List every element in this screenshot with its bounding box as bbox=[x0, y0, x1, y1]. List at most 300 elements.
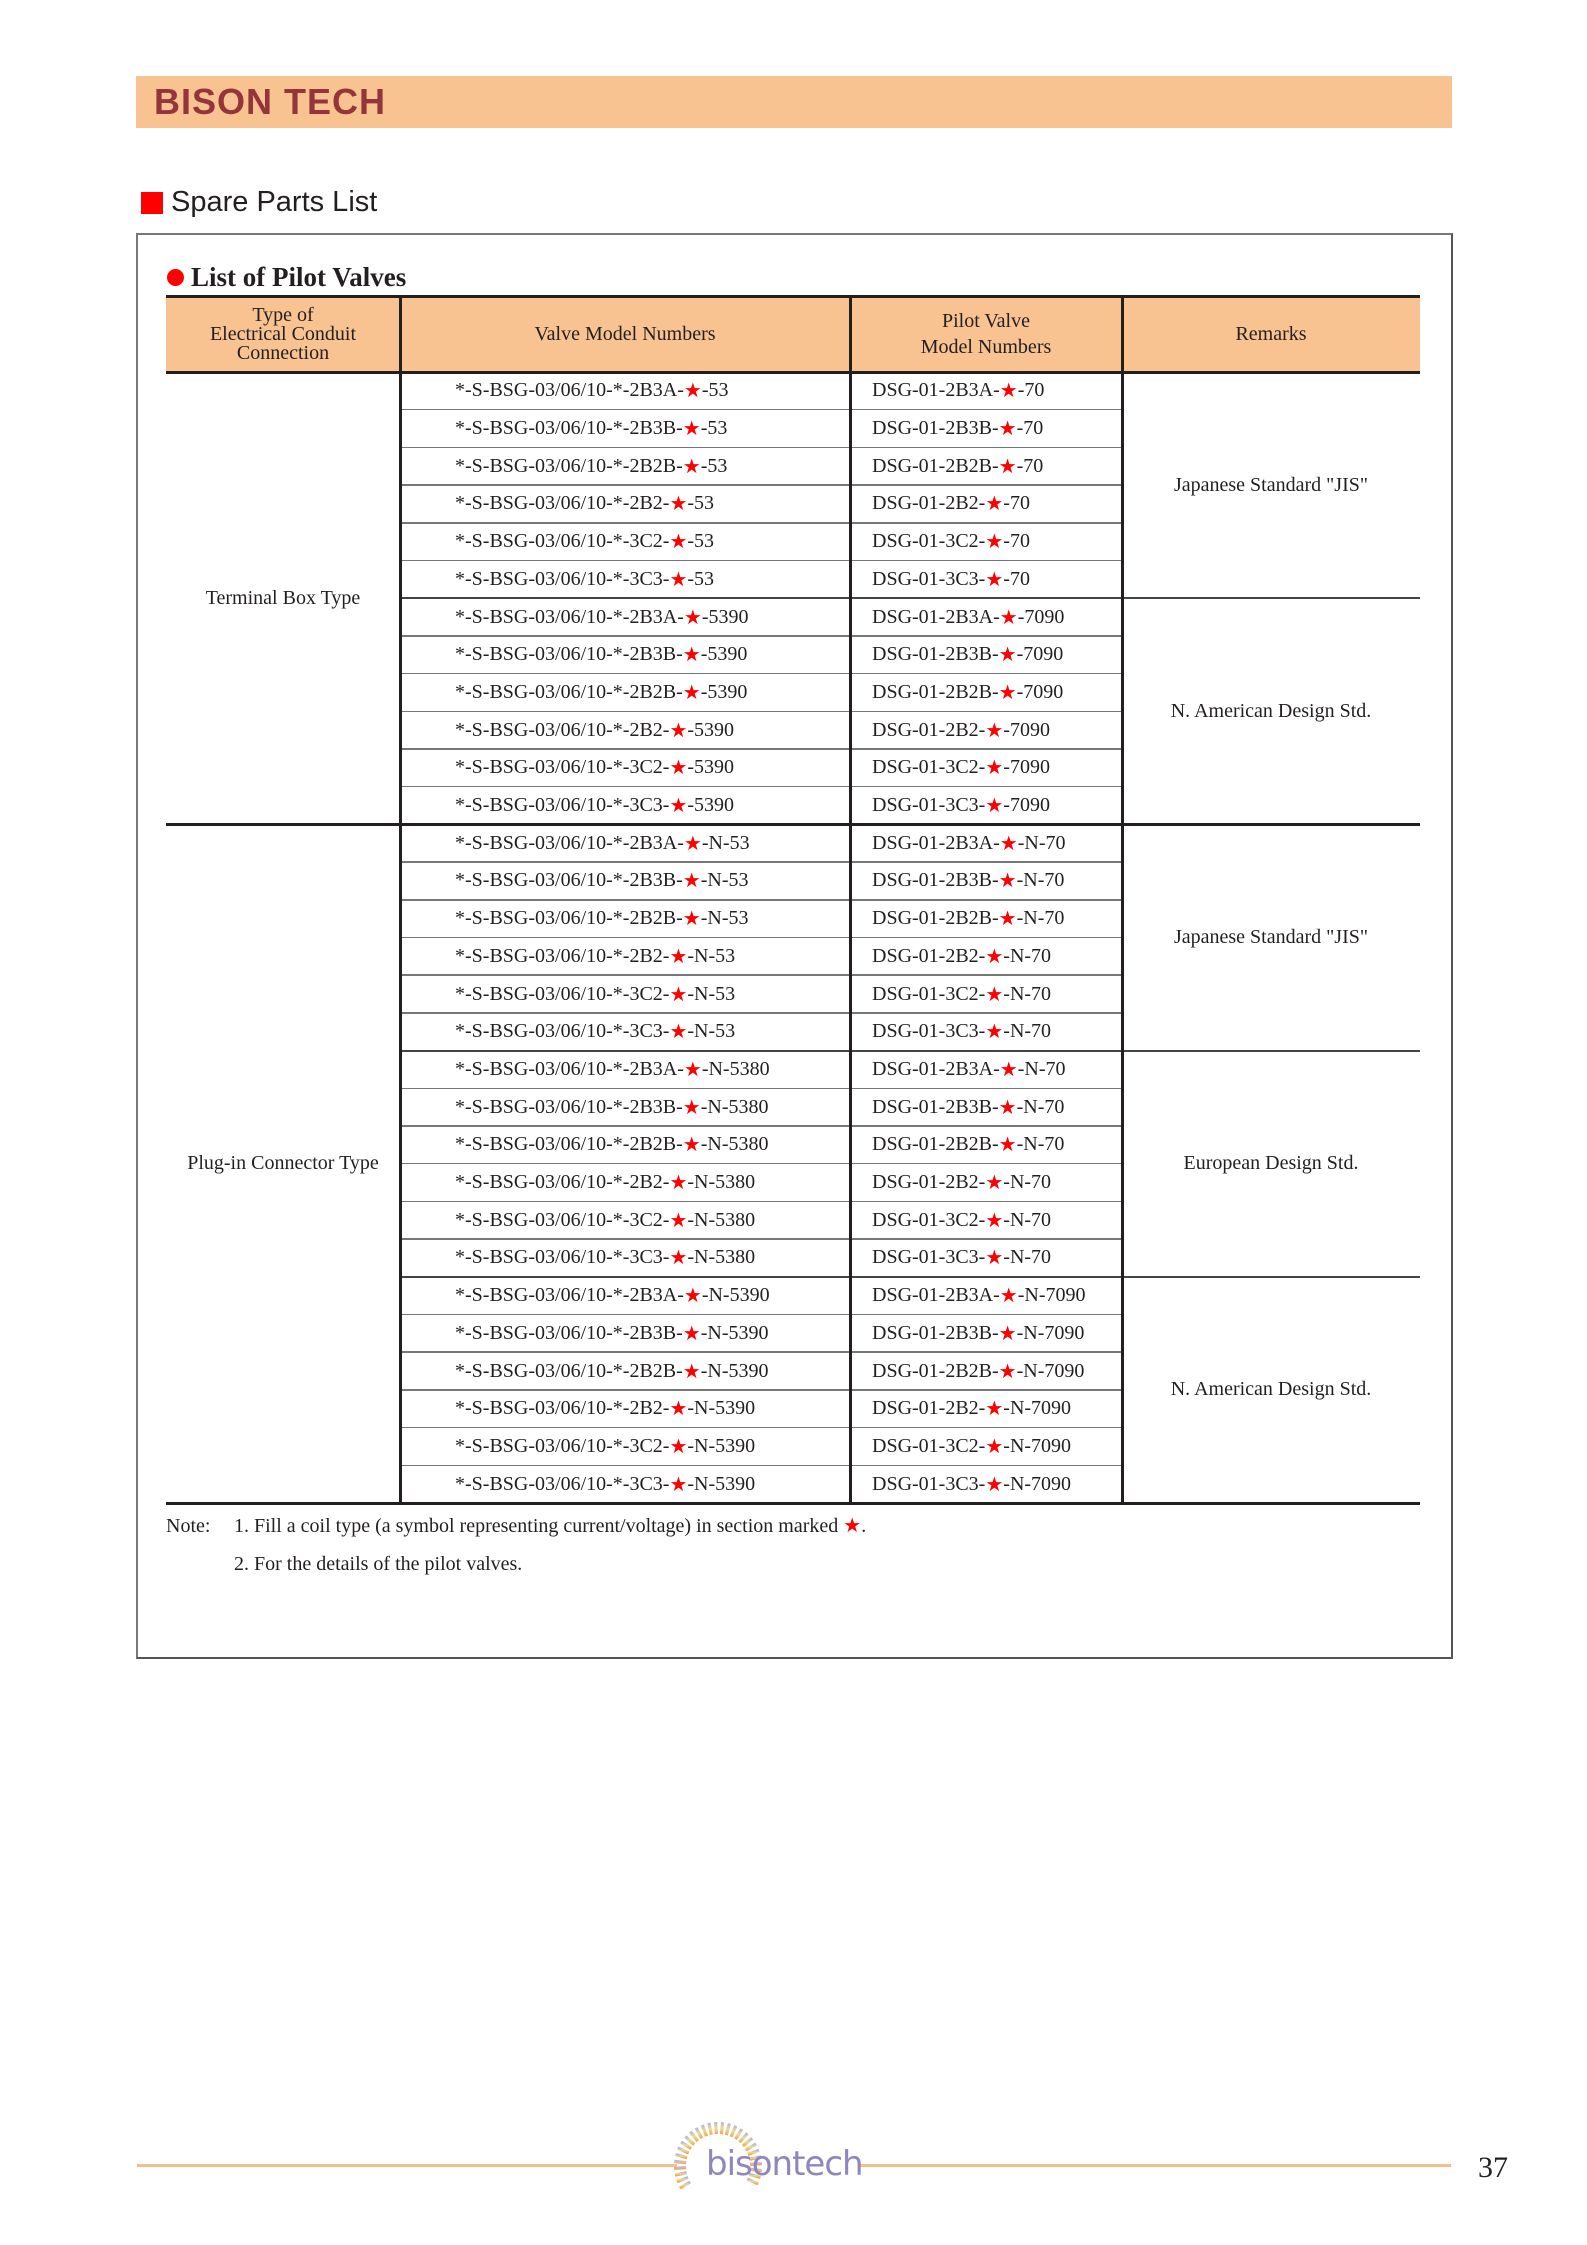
pilot-model-prefix: DSG-01-2B3B- bbox=[872, 1095, 999, 1118]
pilot-model-prefix: DSG-01-2B2B- bbox=[872, 1359, 999, 1382]
valve-model-cell bbox=[455, 862, 749, 900]
pilot-model-prefix: DSG-01-3C3- bbox=[872, 1472, 986, 1495]
valve-model-prefix: *-S-BSG-03/06/10-*-2B3A- bbox=[455, 1057, 684, 1080]
remarks-cell bbox=[1122, 598, 1420, 824]
valve-model-prefix: *-S-BSG-03/06/10-*-2B3A- bbox=[455, 379, 684, 402]
valve-model-cell bbox=[455, 523, 714, 561]
valve-model-prefix: *-S-BSG-03/06/10-*-2B3A- bbox=[455, 831, 684, 854]
remarks-text: Japanese Standard "JIS" bbox=[1173, 925, 1369, 948]
valve-model-cell bbox=[455, 1126, 769, 1164]
pilot-model-suffix: -N-70 bbox=[1003, 1020, 1052, 1043]
footer-rule-left bbox=[137, 2164, 677, 2167]
valve-model-prefix: *-S-BSG-03/06/10-*-2B2B- bbox=[455, 907, 683, 930]
valve-model-prefix: *-S-BSG-03/06/10-*-2B3B- bbox=[455, 869, 683, 892]
pilot-model-cell bbox=[872, 824, 1065, 862]
pilot-model-suffix: -N-7090 bbox=[1016, 1359, 1085, 1382]
pilot-model-cell bbox=[872, 900, 1064, 938]
star-icon: ★ bbox=[682, 681, 701, 704]
valve-model-prefix: *-S-BSG-03/06/10-*-2B2B- bbox=[455, 454, 683, 477]
valve-model-suffix: -N-5380 bbox=[701, 1057, 770, 1080]
star-icon: ★ bbox=[669, 1435, 688, 1458]
valve-model-cell bbox=[455, 1164, 755, 1202]
star-icon: ★ bbox=[669, 531, 688, 554]
valve-model-prefix: *-S-BSG-03/06/10-*-3C3- bbox=[455, 1020, 670, 1043]
valve-model-prefix: *-S-BSG-03/06/10-*-2B3B- bbox=[455, 1321, 683, 1344]
pilot-model-cell bbox=[872, 749, 1050, 787]
valve-model-suffix: -N-53 bbox=[687, 944, 736, 967]
pilot-model-prefix: DSG-01-3C3- bbox=[872, 794, 986, 817]
star-icon: ★ bbox=[998, 1322, 1017, 1345]
pilot-model-suffix: -7090 bbox=[1016, 680, 1064, 703]
pilot-model-cell bbox=[872, 561, 1030, 599]
pilot-model-prefix: DSG-01-3C3- bbox=[872, 1020, 986, 1043]
subgroup-divider bbox=[400, 1276, 1420, 1278]
logo-ray bbox=[696, 2128, 702, 2138]
pilot-model-cell bbox=[872, 1164, 1051, 1202]
pilot-model-prefix: DSG-01-2B3B- bbox=[872, 643, 999, 666]
star-icon: ★ bbox=[985, 1209, 1004, 1232]
star-icon: ★ bbox=[985, 719, 1004, 742]
subsection-title: List of Pilot Valves bbox=[191, 262, 407, 292]
valve-model-cell bbox=[455, 636, 747, 674]
valve-model-suffix: -N-5380 bbox=[687, 1246, 756, 1269]
valve-model-cell bbox=[455, 1013, 735, 1051]
valve-model-prefix: *-S-BSG-03/06/10-*-3C3- bbox=[455, 1472, 670, 1495]
pilot-model-prefix: DSG-01-2B3A- bbox=[872, 831, 1000, 854]
star-icon: ★ bbox=[669, 1473, 688, 1496]
logo-ray bbox=[726, 2123, 729, 2135]
pilot-model-cell bbox=[872, 636, 1063, 674]
pilot-model-prefix: DSG-01-3C3- bbox=[872, 567, 986, 590]
star-icon: ★ bbox=[998, 1096, 1017, 1119]
valve-model-suffix: -N-5380 bbox=[687, 1208, 756, 1231]
pilot-model-suffix: -70 bbox=[1016, 454, 1044, 477]
pilot-model-suffix: -70 bbox=[1003, 567, 1030, 590]
valve-model-suffix: -N-5380 bbox=[687, 1171, 756, 1194]
star-icon: ★ bbox=[985, 531, 1004, 554]
valve-model-prefix: *-S-BSG-03/06/10-*-2B3A- bbox=[455, 1284, 684, 1307]
valve-model-prefix: *-S-BSG-03/06/10-*-3C2- bbox=[455, 982, 670, 1005]
pilot-model-suffix: -N-70 bbox=[1003, 982, 1052, 1005]
star-icon: ★ bbox=[985, 1172, 1004, 1195]
valve-model-prefix: *-S-BSG-03/06/10-*-3C3- bbox=[455, 1246, 670, 1269]
header-cell bbox=[850, 296, 1122, 372]
pilot-model-prefix: DSG-01-2B2- bbox=[872, 944, 986, 967]
star-icon: ★ bbox=[985, 493, 1004, 516]
pilot-model-cell bbox=[872, 1315, 1084, 1353]
star-icon: ★ bbox=[669, 757, 688, 780]
valve-model-suffix: -53 bbox=[687, 492, 715, 515]
valve-model-cell bbox=[455, 1465, 755, 1503]
star-icon: ★ bbox=[999, 606, 1018, 629]
pilot-model-prefix: DSG-01-3C2- bbox=[872, 530, 986, 553]
star-icon: ★ bbox=[669, 795, 688, 818]
pilot-model-prefix: DSG-01-2B2B- bbox=[872, 907, 999, 930]
column-divider bbox=[399, 296, 402, 1503]
pilot-model-cell bbox=[872, 1277, 1085, 1315]
thick-rule bbox=[166, 295, 1420, 299]
pilot-model-prefix: DSG-01-2B3A- bbox=[872, 1057, 1000, 1080]
pilot-model-suffix: -N-7090 bbox=[1003, 1397, 1072, 1420]
valve-model-cell bbox=[455, 561, 714, 599]
valve-model-prefix: *-S-BSG-03/06/10-*-3C3- bbox=[455, 567, 670, 590]
star-icon: ★ bbox=[669, 1209, 688, 1232]
pilot-model-prefix: DSG-01-2B3A- bbox=[872, 379, 1000, 402]
valve-model-suffix: -53 bbox=[701, 379, 729, 402]
pilot-model-suffix: -N-70 bbox=[1016, 1133, 1065, 1156]
star-icon: ★ bbox=[669, 983, 688, 1006]
valve-model-suffix: -5390 bbox=[687, 718, 735, 741]
star-icon: ★ bbox=[998, 418, 1017, 441]
valve-model-cell bbox=[455, 787, 734, 825]
remarks-text: Japanese Standard "JIS" bbox=[1173, 473, 1369, 496]
valve-model-cell bbox=[455, 900, 749, 938]
valve-model-cell bbox=[455, 938, 735, 976]
valve-model-suffix: -5390 bbox=[687, 794, 735, 817]
valve-model-suffix: -N-5380 bbox=[700, 1133, 769, 1156]
pilot-model-suffix: -N-70 bbox=[1016, 869, 1065, 892]
star-icon: ★ bbox=[669, 719, 688, 742]
header-line: Pilot Valve bbox=[942, 310, 1030, 332]
pilot-model-cell bbox=[872, 1465, 1071, 1503]
pilot-model-cell bbox=[872, 938, 1051, 976]
star-icon: ★ bbox=[985, 757, 1004, 780]
header-text bbox=[534, 321, 715, 347]
pilot-model-suffix: -7090 bbox=[1003, 794, 1050, 817]
valve-model-cell bbox=[455, 674, 747, 712]
star-icon: ★ bbox=[682, 418, 701, 441]
pilot-model-cell bbox=[872, 1201, 1051, 1239]
star-icon: ★ bbox=[682, 455, 701, 478]
header-text bbox=[921, 308, 1052, 360]
star-icon: ★ bbox=[999, 380, 1018, 403]
valve-model-prefix: *-S-BSG-03/06/10-*-2B2- bbox=[455, 944, 670, 967]
valve-model-prefix: *-S-BSG-03/06/10-*-2B2B- bbox=[455, 680, 683, 703]
pilot-model-suffix: -70 bbox=[1003, 530, 1030, 553]
pilot-model-prefix: DSG-01-2B2B- bbox=[872, 1133, 999, 1156]
thick-rule bbox=[166, 371, 1420, 375]
logo-ray bbox=[680, 2182, 690, 2188]
valve-model-suffix: -N-5390 bbox=[687, 1397, 756, 1420]
valve-model-suffix: -53 bbox=[687, 530, 715, 553]
header-line: Electrical Conduit bbox=[209, 322, 357, 345]
logo-ray bbox=[709, 2123, 711, 2135]
valve-model-suffix: -N-5390 bbox=[687, 1472, 756, 1495]
logo-ray bbox=[690, 2132, 698, 2141]
pilot-model-cell bbox=[872, 1352, 1084, 1390]
pilot-model-suffix: -N-7090 bbox=[1017, 1284, 1086, 1307]
pilot-model-cell bbox=[872, 975, 1051, 1013]
valve-model-cell bbox=[455, 1201, 755, 1239]
star-icon: ★ bbox=[669, 1172, 688, 1195]
valve-model-suffix: -53 bbox=[687, 567, 715, 590]
remarks-text: N. American Design Std. bbox=[1170, 1378, 1372, 1401]
valve-model-cell bbox=[455, 749, 734, 787]
star-icon: ★ bbox=[985, 1435, 1004, 1458]
valve-model-cell bbox=[455, 410, 727, 448]
column-divider bbox=[1121, 296, 1124, 1503]
star-icon: ★ bbox=[682, 908, 701, 931]
logo-ray bbox=[702, 2125, 706, 2136]
star-icon: ★ bbox=[669, 493, 688, 516]
pilot-model-cell bbox=[872, 787, 1050, 825]
valve-model-suffix: -N-5390 bbox=[700, 1321, 769, 1344]
pilot-model-cell bbox=[872, 598, 1064, 636]
pilot-model-prefix: DSG-01-3C2- bbox=[872, 756, 986, 779]
valve-model-suffix: -5390 bbox=[700, 680, 748, 703]
column-divider bbox=[849, 296, 852, 1503]
star-icon: ★ bbox=[669, 945, 688, 968]
connection-type-text: Terminal Box Type bbox=[205, 586, 361, 609]
valve-model-prefix: *-S-BSG-03/06/10-*-2B3B- bbox=[455, 643, 683, 666]
pilot-model-suffix: -N-70 bbox=[1017, 831, 1066, 854]
valve-model-cell bbox=[455, 1277, 770, 1315]
remarks-text: European Design Std. bbox=[1183, 1152, 1359, 1175]
logo-ray bbox=[675, 2173, 687, 2175]
valve-model-cell bbox=[455, 1051, 770, 1089]
pilot-model-suffix: -N-70 bbox=[1003, 1171, 1052, 1194]
logo-ray bbox=[731, 2126, 736, 2137]
star-icon: ★ bbox=[682, 1322, 701, 1345]
star-icon: ★ bbox=[985, 1021, 1004, 1044]
pilot-model-suffix: -N-70 bbox=[1016, 1095, 1065, 1118]
thick-rule bbox=[166, 823, 1420, 827]
valve-model-suffix: -N-5390 bbox=[701, 1284, 770, 1307]
pilot-model-suffix: -N-7090 bbox=[1016, 1321, 1085, 1344]
remarks-cell bbox=[1122, 372, 1420, 598]
pilot-model-prefix: DSG-01-3C2- bbox=[872, 1208, 986, 1231]
logo-ray bbox=[735, 2129, 742, 2139]
valve-model-cell bbox=[455, 1088, 769, 1126]
valve-model-suffix: -N-5380 bbox=[700, 1095, 769, 1118]
pilot-model-prefix: DSG-01-3C3- bbox=[872, 1246, 986, 1269]
star-icon: ★ bbox=[683, 832, 702, 855]
pilot-model-prefix: DSG-01-2B2- bbox=[872, 492, 986, 515]
pilot-valves-table bbox=[166, 296, 1420, 1503]
valve-model-suffix: -N-53 bbox=[687, 1020, 736, 1043]
valve-model-prefix: *-S-BSG-03/06/10-*-3C2- bbox=[455, 1208, 670, 1231]
pilot-model-cell bbox=[872, 372, 1044, 410]
pilot-model-cell bbox=[872, 1051, 1065, 1089]
star-icon: ★ bbox=[843, 1515, 862, 1537]
header-line: Connection bbox=[236, 341, 330, 364]
valve-model-suffix: -5390 bbox=[687, 756, 735, 779]
header-text bbox=[1235, 321, 1306, 347]
valve-model-cell bbox=[455, 1315, 769, 1353]
valve-model-prefix: *-S-BSG-03/06/10-*-2B2B- bbox=[455, 1359, 683, 1382]
pilot-model-cell bbox=[872, 523, 1030, 561]
section-square-icon bbox=[141, 192, 163, 214]
logo-ray bbox=[675, 2155, 687, 2158]
pilot-model-suffix: -7090 bbox=[1003, 718, 1050, 741]
star-icon: ★ bbox=[998, 644, 1017, 667]
note-item-2: 2. For the details of the pilot valves. bbox=[234, 1553, 523, 1575]
header-cell bbox=[400, 296, 850, 372]
star-icon: ★ bbox=[985, 983, 1004, 1006]
pilot-model-cell bbox=[872, 1088, 1064, 1126]
star-icon: ★ bbox=[682, 644, 701, 667]
remarks-text: N. American Design Std. bbox=[1170, 699, 1372, 722]
footer-logo bbox=[672, 2120, 862, 2212]
pilot-model-suffix: -7090 bbox=[1016, 643, 1064, 666]
star-icon: ★ bbox=[682, 1360, 701, 1383]
pilot-model-suffix: -7090 bbox=[1003, 756, 1050, 779]
note-item-1-text: 1. Fill a coil type (a symbol representing current/voltage) in section marked bbox=[234, 1515, 844, 1537]
pilot-model-cell bbox=[872, 674, 1063, 712]
pilot-model-cell bbox=[872, 862, 1064, 900]
pilot-model-prefix: DSG-01-2B2B- bbox=[872, 680, 999, 703]
valve-model-prefix: *-S-BSG-03/06/10-*-2B3B- bbox=[455, 1095, 683, 1118]
pilot-model-prefix: DSG-01-3C2- bbox=[872, 1434, 986, 1457]
brand-header-bar bbox=[136, 76, 1452, 128]
star-icon: ★ bbox=[669, 568, 688, 591]
pilot-model-prefix: DSG-01-2B2- bbox=[872, 718, 986, 741]
valve-model-suffix: -53 bbox=[700, 417, 728, 440]
valve-model-suffix: -N-53 bbox=[700, 907, 749, 930]
logo-text: bisontech bbox=[706, 2144, 863, 2184]
note-item-1-suffix: . bbox=[861, 1515, 867, 1537]
star-icon: ★ bbox=[683, 606, 702, 629]
pilot-model-cell bbox=[872, 1013, 1051, 1051]
pilot-model-suffix: -N-7090 bbox=[1003, 1434, 1072, 1457]
note-item-1 bbox=[234, 1514, 866, 1538]
valve-model-prefix: *-S-BSG-03/06/10-*-2B2- bbox=[455, 1397, 670, 1420]
pilot-model-suffix: -N-70 bbox=[1003, 944, 1052, 967]
star-icon: ★ bbox=[683, 380, 702, 403]
section-title: Spare Parts List bbox=[171, 186, 378, 218]
connection-type-cell bbox=[166, 372, 400, 824]
valve-model-prefix: *-S-BSG-03/06/10-*-2B2- bbox=[455, 1171, 670, 1194]
pilot-model-suffix: -N-70 bbox=[1017, 1057, 1066, 1080]
valve-model-cell bbox=[455, 975, 735, 1013]
header-line: Valve Model Numbers bbox=[534, 323, 716, 345]
star-icon: ★ bbox=[998, 1360, 1017, 1383]
star-icon: ★ bbox=[669, 1247, 688, 1270]
header-cell bbox=[1122, 296, 1420, 372]
logo-ray bbox=[674, 2161, 686, 2162]
pilot-model-suffix: -N-70 bbox=[1016, 907, 1065, 930]
thick-rule bbox=[166, 1502, 1420, 1506]
valve-model-prefix: *-S-BSG-03/06/10-*-2B3B- bbox=[455, 417, 683, 440]
pilot-model-prefix: DSG-01-2B3B- bbox=[872, 869, 999, 892]
pilot-model-prefix: DSG-01-2B3A- bbox=[872, 1284, 1000, 1307]
logo-ray bbox=[681, 2142, 691, 2149]
valve-model-suffix: -5390 bbox=[701, 605, 749, 628]
logo-ray bbox=[678, 2148, 689, 2153]
pilot-model-suffix: -N-7090 bbox=[1003, 1472, 1072, 1495]
valve-model-suffix: -N-53 bbox=[687, 982, 736, 1005]
pilot-model-prefix: DSG-01-2B2B- bbox=[872, 454, 999, 477]
star-icon: ★ bbox=[998, 870, 1017, 893]
valve-model-suffix: -53 bbox=[700, 454, 728, 477]
pilot-model-cell bbox=[872, 1239, 1051, 1277]
star-icon: ★ bbox=[985, 1247, 1004, 1270]
pilot-model-cell bbox=[872, 711, 1050, 749]
pilot-model-suffix: -70 bbox=[1017, 379, 1045, 402]
valve-model-suffix: -5390 bbox=[700, 643, 748, 666]
valve-model-cell bbox=[455, 485, 714, 523]
valve-model-cell bbox=[455, 447, 727, 485]
header-cell bbox=[166, 296, 400, 372]
star-icon: ★ bbox=[999, 832, 1018, 855]
pilot-model-cell bbox=[872, 410, 1043, 448]
valve-model-suffix: -N-53 bbox=[701, 831, 750, 854]
logo-ray bbox=[716, 2122, 717, 2134]
logo-ray bbox=[685, 2137, 694, 2145]
valve-model-cell bbox=[455, 1390, 755, 1428]
valve-model-cell bbox=[455, 1352, 769, 1390]
star-icon: ★ bbox=[682, 870, 701, 893]
star-icon: ★ bbox=[985, 1398, 1004, 1421]
subgroup-divider bbox=[400, 1050, 1420, 1052]
brand-title: BISON TECH bbox=[154, 81, 387, 122]
valve-model-prefix: *-S-BSG-03/06/10-*-3C3- bbox=[455, 794, 670, 817]
star-icon: ★ bbox=[998, 455, 1017, 478]
header-text bbox=[209, 303, 357, 364]
valve-model-cell bbox=[455, 372, 729, 410]
star-icon: ★ bbox=[998, 908, 1017, 931]
valve-model-prefix: *-S-BSG-03/06/10-*-3C2- bbox=[455, 1434, 670, 1457]
star-icon: ★ bbox=[998, 681, 1017, 704]
pilot-model-prefix: DSG-01-2B3B- bbox=[872, 1321, 999, 1344]
valve-model-cell bbox=[455, 824, 750, 862]
page-number: 37 bbox=[1478, 2151, 1508, 2184]
connection-type-text: Plug-in Connector Type bbox=[187, 1152, 379, 1175]
valve-model-cell bbox=[455, 1428, 755, 1466]
star-icon: ★ bbox=[669, 1021, 688, 1044]
remarks-cell bbox=[1122, 824, 1420, 1050]
pilot-model-prefix: DSG-01-2B2- bbox=[872, 1171, 986, 1194]
pilot-model-cell bbox=[872, 447, 1043, 485]
footer-rule-right bbox=[858, 2164, 1451, 2167]
star-icon: ★ bbox=[985, 795, 1004, 818]
star-icon: ★ bbox=[999, 1285, 1018, 1308]
star-icon: ★ bbox=[683, 1058, 702, 1081]
pilot-model-cell bbox=[872, 485, 1030, 523]
valve-model-cell bbox=[455, 1239, 755, 1277]
star-icon: ★ bbox=[682, 1096, 701, 1119]
logo-ray bbox=[721, 2122, 722, 2134]
bullet-dot-icon bbox=[167, 269, 184, 286]
logo-ray bbox=[674, 2168, 686, 2169]
star-icon: ★ bbox=[998, 1134, 1017, 1157]
connection-type-cell bbox=[166, 824, 400, 1503]
pilot-model-suffix: -7090 bbox=[1017, 605, 1065, 628]
star-icon: ★ bbox=[985, 568, 1004, 591]
star-icon: ★ bbox=[985, 945, 1004, 968]
valve-model-prefix: *-S-BSG-03/06/10-*-3C2- bbox=[455, 530, 670, 553]
star-icon: ★ bbox=[669, 1398, 688, 1421]
header-line: Type of bbox=[252, 303, 314, 326]
pilot-model-suffix: -70 bbox=[1003, 492, 1030, 515]
logo-ray bbox=[739, 2133, 747, 2142]
valve-model-prefix: *-S-BSG-03/06/10-*-2B2B- bbox=[455, 1133, 683, 1156]
valve-model-prefix: *-S-BSG-03/06/10-*-2B3A- bbox=[455, 605, 684, 628]
pilot-model-prefix: DSG-01-2B2- bbox=[872, 1397, 986, 1420]
valve-model-suffix: -N-5390 bbox=[700, 1359, 769, 1382]
pilot-model-suffix: -N-70 bbox=[1003, 1246, 1052, 1269]
logo-ray bbox=[677, 2177, 688, 2181]
valve-model-cell bbox=[455, 711, 734, 749]
valve-model-prefix: *-S-BSG-03/06/10-*-2B2- bbox=[455, 492, 670, 515]
pilot-model-cell bbox=[872, 1428, 1071, 1466]
valve-model-suffix: -N-5390 bbox=[687, 1434, 756, 1457]
remarks-cell bbox=[1122, 1277, 1420, 1503]
header-line: Model Numbers bbox=[920, 336, 1052, 358]
pilot-model-prefix: DSG-01-3C2- bbox=[872, 982, 986, 1005]
valve-model-suffix: -N-53 bbox=[700, 869, 749, 892]
remarks-cell bbox=[1122, 1051, 1420, 1277]
